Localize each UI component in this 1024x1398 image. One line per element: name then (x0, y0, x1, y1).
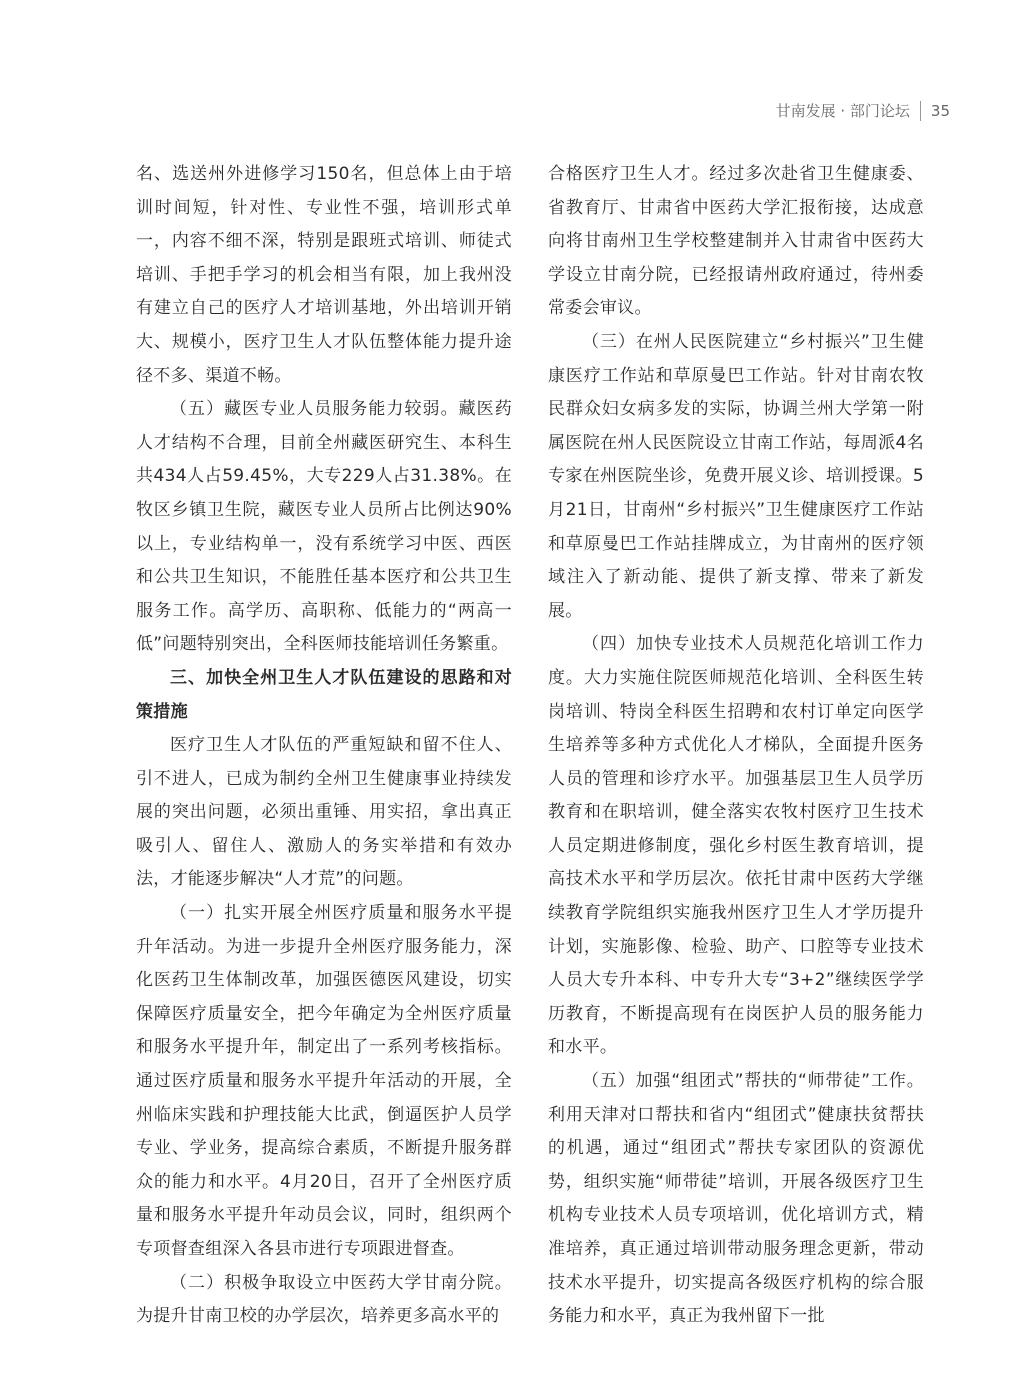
paragraph: 名、选送州外进修学习150名，但总体上由于培训时间短，针对性、专业性不强，培训形式单一，内容不细不深，特别是跟班式培训、师徒式培训、手把手学习的机会相当有限，加上我州没有建立自己的医疗人才培训基地，外出培训开销大、规模小，医疗卫生人才队伍整体能力提升途径不多、渠道不畅。 (136, 164, 512, 386)
paragraph: （四）加快专业技术人员规范化培训工作力度。大力实施住院医师规范化培训、全科医生转岗培训、特岗全科医生招聘和农村订单定向医学生培养等多种方式优化人才梯队，全面提升医务人员的管理和诊疗水平。加强基层卫生人员学历教育和在职培训，健全落实农牧村医疗卫生技术人员定期进修制度，强化乡村医生教育培训，提高技术水平和学历层次。依托甘肃中医药大学继续教育学院组织实施我州医疗卫生人才学历提升计划，实施影像、检验、助产、口腔等专业技术人员大专升本科、中专升大专“3+2”继续医学学历教育，不断提高现有在岗医护人员的服务能力和水平。 (548, 634, 924, 1058)
left-column (136, 158, 512, 1334)
right-column (548, 158, 924, 1334)
paragraph: 合格医疗卫生人才。经过多次赴省卫生健康委、省教育厅、甘肃省中医药大学汇报衔接，达成意向将甘南州卫生学校整建制并入甘肃省中医药大学设立甘南分院，已经报请州政府通过，待州委常委会审议。 (548, 164, 924, 319)
paragraph: 医疗卫生人才队伍的严重短缺和留不住人、引不进人，已成为制约全州卫生健康事业持续发展的突出问题，必须出重锤、用实招，拿出真正吸引人、留住人、激励人的务实举措和有效办法，才能逐步解决“人才荒”的问题。 (136, 735, 512, 890)
section-heading: 三、加快全州卫生人才队伍建设的思路和对策措施 (136, 667, 512, 722)
header-section-title: 甘南发展 · 部门论坛 (775, 102, 910, 120)
page-number: 35 (930, 101, 950, 120)
running-header (776, 100, 950, 121)
paragraph: （三）在州人民医院建立“乡村振兴”卫生健康医疗工作站和草原曼巴工作站。针对甘南农牧民群众妇女病多发的实际，协调兰州大学第一附属医院在州人民医院设立甘南工作站，每周派4名专家在州医院坐诊，免费开展义诊、培训授课。5月21日，甘南州“乡村振兴”卫生健康医疗工作站和草原曼巴工作站挂牌成立，为甘南州的医疗领域注入了新动能、提供了新支撑、带来了新发展。 (548, 331, 924, 621)
paragraph: （五）加强“组团式”帮扶的“师带徒”工作。利用天津对口帮扶和省内“组团式”健康扶贫帮扶的机遇，通过“组团式”帮扶专家团队的资源优势，组织实施“师带徒”培训，开展各级医疗卫生机构专业技术人员专项培训，优化培训方式，精准培养，真正通过培训带动服务理念更新，带动技术水平提升，切实提高各级医疗机构的综合服务能力和水平，真正为我州留下一批 (548, 1071, 924, 1327)
paragraph: （一）扎实开展全州医疗质量和服务水平提升年活动。为进一步提升全州医疗服务能力，深化医药卫生体制改革，加强医德医风建设，切实保障医疗质量安全，把今年确定为全州医疗质量和服务水平提升年，制定出了一系列考核指标。通过医疗质量和服务水平提升年活动的开展，全州临床实践和护理技能大比武，倒逼医护人员学专业、学业务，提高综合素质，不断提升服务群众的能力和水平。4月20日，召开了全州医疗质量和服务水平提升年动员会议，同时，组织两个专项督查组深入各县市进行专项跟进督查。 (136, 903, 512, 1259)
paragraph: （二）积极争取设立中医药大学甘南分院。为提升甘南卫校的办学层次，培养更多高水平的 (136, 1272, 512, 1327)
header-divider (920, 101, 921, 121)
paragraph: （五）藏医专业人员服务能力较弱。藏医药人才结构不合理，目前全州藏医研究生、本科生共434人占59.45%，大专229人占31.38%。在牧区乡镇卫生院，藏医专业人员所占比例达90%以上，专业结构单一，没有系统学习中医、西医和公共卫生知识，不能胜任基本医疗和公共卫生服务工作。高学历、高职称、低能力的“两高一低”问题特别突出，全科医师技能培训任务繁重。 (136, 399, 512, 655)
